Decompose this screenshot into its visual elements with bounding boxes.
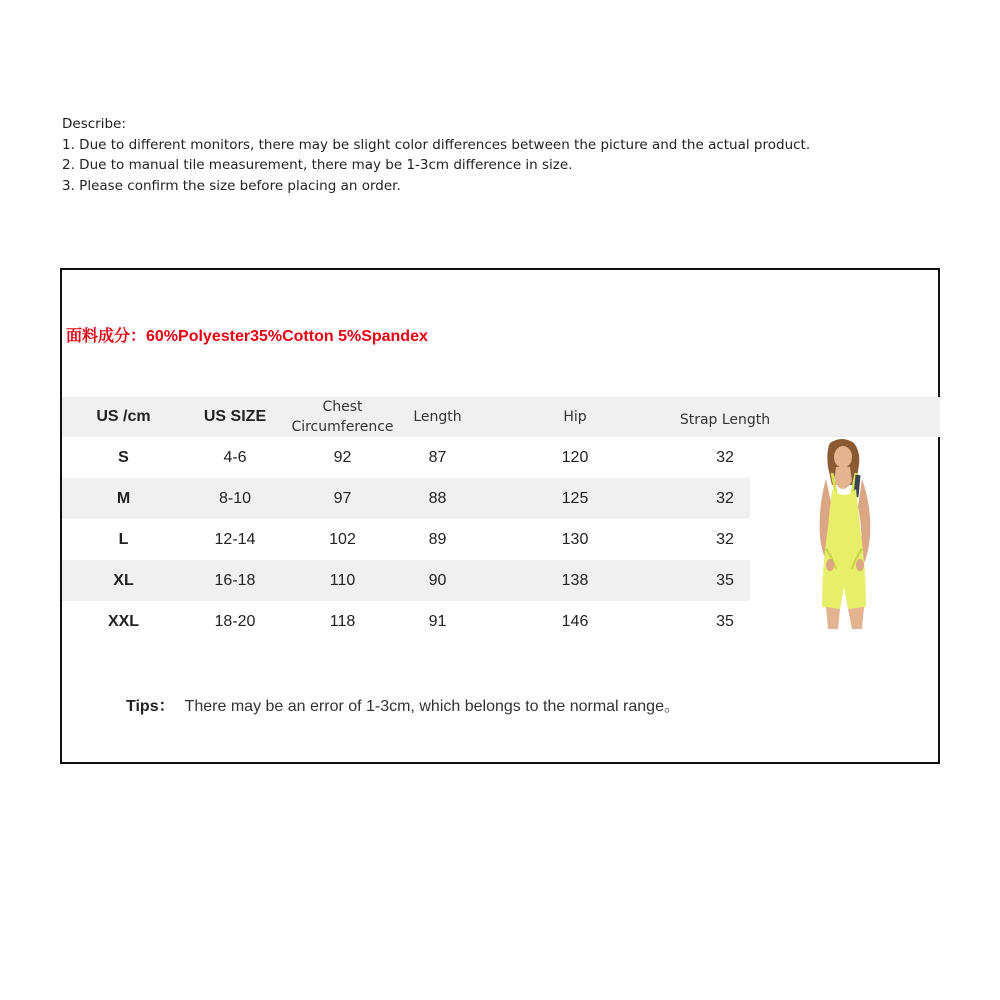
header-length: Length bbox=[413, 409, 462, 425]
table-row bbox=[62, 601, 750, 642]
header-us-cm: US /cm bbox=[96, 408, 151, 425]
cell-hip: 120 bbox=[561, 448, 589, 466]
cell-strap: 32 bbox=[716, 448, 734, 466]
tips-label: Tips： bbox=[126, 698, 175, 715]
cell-us-size: 8-10 bbox=[218, 489, 252, 507]
cell-us-size: 18-20 bbox=[214, 612, 256, 630]
cell-chest: 118 bbox=[329, 612, 356, 630]
cell-us-size: 4-6 bbox=[223, 448, 247, 466]
cell-strap: 32 bbox=[716, 530, 734, 548]
cell-length: 87 bbox=[428, 448, 447, 466]
cell-us-size: 12-14 bbox=[214, 530, 256, 548]
cell-hip: 138 bbox=[561, 571, 589, 589]
describe-line-2: 2. Due to manual tile measurement, there may be 1-3cm difference in size. bbox=[62, 157, 573, 173]
cell-length: 91 bbox=[428, 612, 447, 630]
cell-us-cm: XL bbox=[113, 571, 134, 589]
cell-us-cm: XXL bbox=[107, 612, 140, 630]
cell-hip: 146 bbox=[561, 612, 589, 630]
cell-chest: 110 bbox=[329, 571, 356, 589]
cell-hip: 130 bbox=[561, 530, 589, 548]
tips-text: There may be an error of 1-3cm, which belongs to the normal range。 bbox=[184, 698, 680, 715]
cell-strap: 32 bbox=[716, 489, 734, 507]
cell-length: 90 bbox=[428, 571, 447, 589]
cell-strap: 35 bbox=[716, 612, 734, 630]
table-row bbox=[62, 560, 750, 601]
size-chart bbox=[60, 268, 940, 764]
table-header bbox=[62, 397, 940, 437]
cell-hip: 125 bbox=[561, 489, 589, 507]
cell-chest: 92 bbox=[333, 448, 352, 466]
cell-us-cm: M bbox=[116, 489, 131, 507]
cell-length: 89 bbox=[428, 530, 447, 548]
describe-line-3: 3. Please confirm the size before placing an order. bbox=[62, 177, 401, 194]
table-row bbox=[62, 519, 750, 560]
header-chest: Chest Circumference bbox=[291, 399, 394, 435]
cell-us-cm: L bbox=[118, 530, 129, 548]
table-row bbox=[62, 478, 750, 519]
fabric-composition: 面料成分：60%Polyester35%Cotton 5%Spandex bbox=[66, 328, 428, 345]
cell-chest: 102 bbox=[329, 530, 356, 548]
header-us-size: US SIZE bbox=[203, 408, 267, 425]
cell-us-size: 16-18 bbox=[214, 571, 256, 589]
cell-us-cm: S bbox=[118, 448, 129, 466]
tips-note bbox=[126, 693, 680, 716]
header-hip: Hip bbox=[563, 409, 587, 425]
header-strap-length: Strap Length bbox=[679, 412, 771, 428]
model-romper-image bbox=[796, 437, 894, 629]
describe-line-1: 1. Due to different monitors, there may be slight color differences between the picture and the actual product. bbox=[62, 136, 811, 153]
cell-chest: 97 bbox=[333, 489, 352, 507]
describe-heading: Describe: bbox=[62, 116, 126, 132]
description-block bbox=[62, 114, 962, 196]
cell-strap: 35 bbox=[716, 571, 734, 589]
table-row bbox=[62, 437, 750, 478]
cell-length: 88 bbox=[428, 489, 447, 507]
